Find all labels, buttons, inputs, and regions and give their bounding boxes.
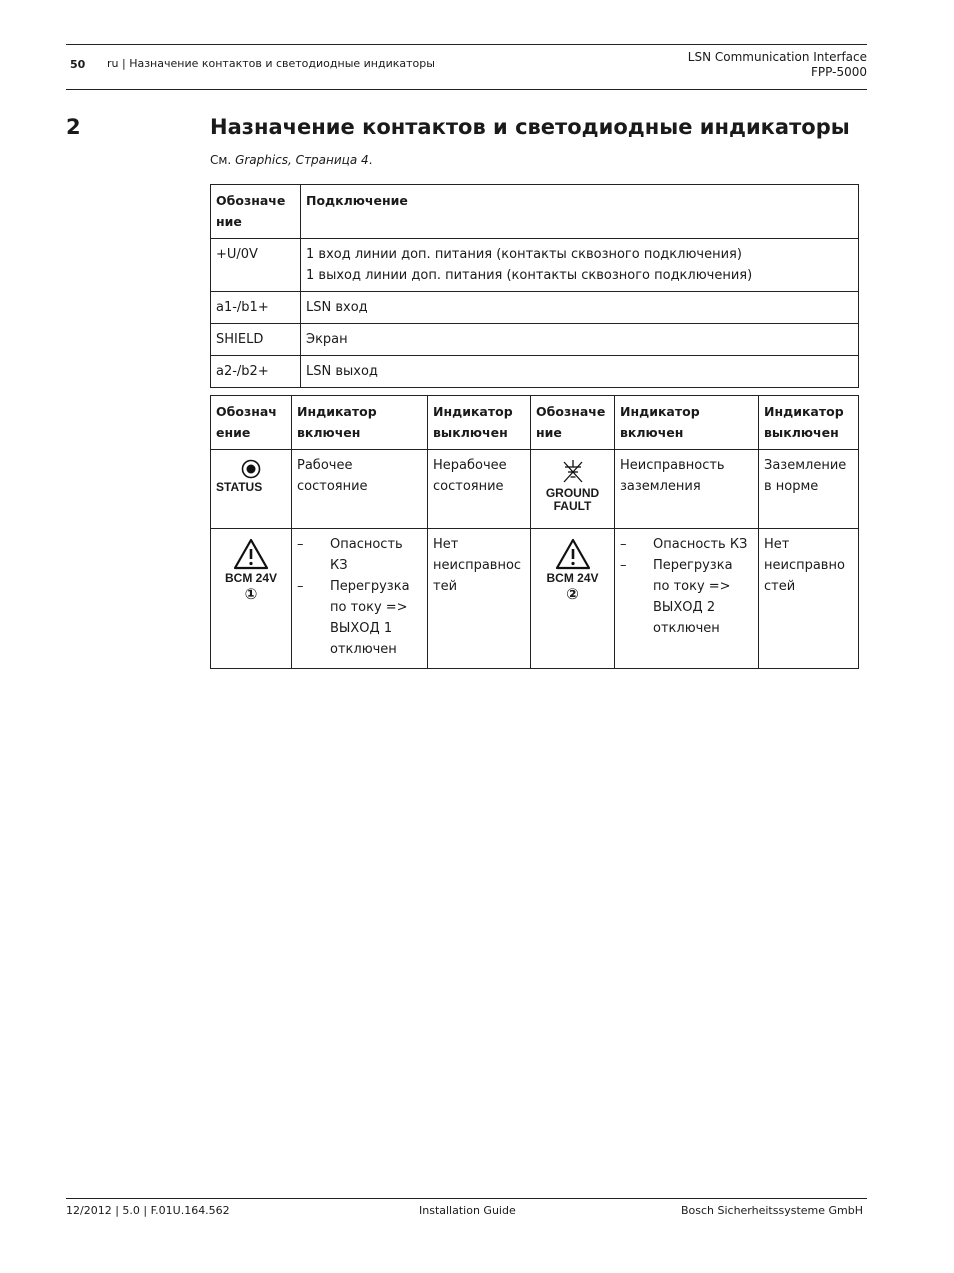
table-row [211,292,859,324]
connection-line: 1 вход линии доп. питания (контакты сквозного подключения) [306,247,742,262]
led-indicator-table [210,395,859,669]
cell-designation: a2-/b2+ [211,356,301,388]
cell-connection: Экран [301,324,859,356]
warning-triangle-icon [555,538,591,570]
cell-indicator-off: Заземление в норме [759,450,859,529]
header-top-rule [66,44,867,45]
header-connection: Подключение [301,185,859,239]
running-header-section: ru | Назначение контактов и светодиодные индикаторы [107,57,435,70]
cell-indicator-off: Нерабочее состояние [428,450,531,529]
table-header-row [211,396,859,450]
contacts-table [210,184,859,388]
see-reference [210,153,372,167]
header-designation: Обозначе ние [211,185,301,239]
list-item: – Перегрузка по току => ВЫХОД 1 отключен [297,576,422,660]
product-model: FPP-5000 [811,65,867,79]
cell-connection: LSN выход [301,356,859,388]
cell-designation: a1-/b1+ [211,292,301,324]
cell-connection [301,239,859,292]
page-number: 50 [70,58,86,71]
bcm1-label: BCM 24V [224,571,277,585]
table-header-row [211,185,859,239]
circled-number-one: ① [244,585,258,603]
header-indicator-on: Индикатор включен [292,396,428,450]
header-designation: Обозначе ние [531,396,615,450]
cell-connection: LSN вход [301,292,859,324]
header-bottom-rule [66,89,867,90]
footer-rule [66,1198,867,1199]
header-indicator-off: Индикатор выключен [759,396,859,450]
see-prefix: См. [210,153,236,167]
footer-guide-title: Installation Guide [419,1204,516,1217]
running-header-product [688,50,867,80]
list-item: – Опасность КЗ [620,534,753,555]
table-row [211,356,859,388]
status-label: STATUS [216,480,263,494]
status-led-icon [241,459,261,479]
ground-fault-icon [562,459,584,485]
dash-list [620,534,753,639]
list-item: – Опасность КЗ [297,534,422,576]
table-row [211,450,859,529]
see-suffix: . [368,153,373,167]
bcm2-label: BCM 24V [546,571,599,585]
cell-designation: +U/0V [211,239,301,292]
see-reference-link[interactable]: Graphics, Страница 4 [235,153,369,167]
dash-list [297,534,422,660]
chapter-number: 2 [66,115,81,139]
product-name: LSN Communication Interface [687,50,867,64]
cell-indicator-on: Рабочее состояние [292,450,428,529]
footer-company: Bosch Sicherheitssysteme GmbH [680,1204,863,1217]
bcm2-designation-cell [531,529,615,669]
table-row [211,324,859,356]
header-indicator-on: Индикатор включен [615,396,759,450]
header-indicator-off: Индикатор выключен [428,396,531,450]
cell-indicator-on [292,529,428,669]
list-item: – Перегрузка по току => ВЫХОД 2 отключен [620,555,753,639]
table-row [211,239,859,292]
circled-number-two: ② [566,585,579,603]
cell-indicator-on: Неисправность заземления [615,450,759,529]
cell-indicator-off: Нет неисправнос тей [428,529,531,669]
ground-fault-label-line2: FAULT [553,499,592,513]
ground-fault-label-line1: GROUND [545,486,600,500]
ground-fault-designation-cell [531,450,615,529]
status-designation-cell [211,450,292,529]
warning-triangle-icon [233,538,269,570]
footer-document-info: 12/2012 | 5.0 | F.01U.164.562 [66,1204,230,1217]
cell-indicator-off: Нет неисправно стей [759,529,859,669]
connection-line: 1 выход линии доп. питания (контакты сквозного подключения) [306,268,753,283]
bcm1-designation-cell [211,529,292,669]
cell-designation: SHIELD [211,324,301,356]
chapter-title: Назначение контактов и светодиодные индикаторы [210,115,850,139]
cell-indicator-on [615,529,759,669]
header-designation: Обознач ение [211,396,292,450]
table-row [211,529,859,669]
